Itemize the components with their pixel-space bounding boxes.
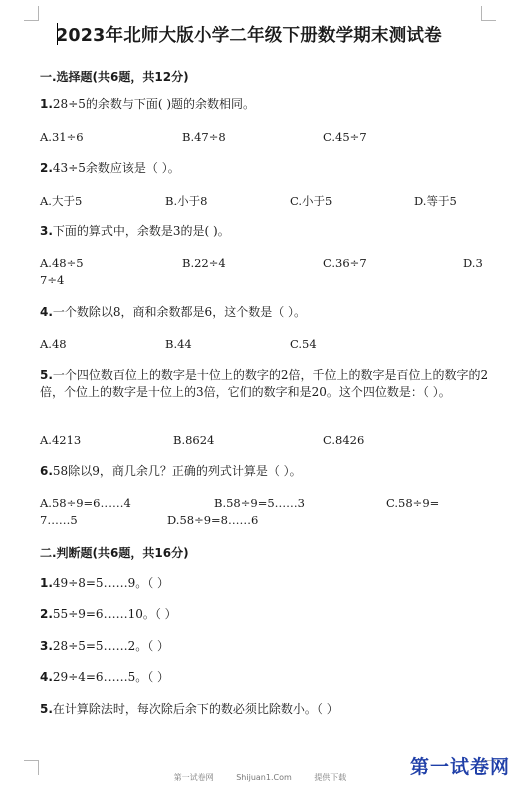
judgement-3 (40, 638, 490, 655)
question-number: 5. (40, 702, 53, 716)
judgement-2 (40, 606, 490, 623)
judgement-1 (40, 575, 490, 592)
question-text: 43÷5余数应该是（ ）。 (52, 161, 180, 175)
q1-option-c: C.45÷7 (323, 130, 367, 144)
q3-option-a: A.48÷5 (40, 256, 84, 270)
question-number: 3. (40, 639, 53, 653)
brand-watermark: 第一试卷网 (409, 756, 510, 778)
question-3 (40, 223, 490, 240)
question-number: 5. (40, 368, 53, 382)
q5-option-b: B.8624 (173, 433, 215, 447)
q4-option-a: A.48 (40, 337, 67, 351)
question-text: 下面的算式中，余数是3的是( )。 (52, 224, 230, 238)
q2-option-d: D.等于5 (414, 194, 457, 208)
q1-option-b: B.47÷8 (182, 130, 226, 144)
footer-download: 提供下载 (314, 773, 347, 782)
question-number: 2. (40, 161, 53, 175)
question-text: 58除以9，商几余几？正确的列式计算是（ ）。 (52, 464, 302, 478)
q6-option-b: B.58÷9=5……3 (214, 496, 305, 510)
q5-option-c: C.8426 (323, 433, 365, 447)
question-text: 一个四位数百位上的数字是十位上的数字的2倍，千位上的数字是百位上的数字的2倍，个位上的数字是十位上的3倍，它们的数字和是20。这个四位数是：（ ）。 (40, 368, 489, 399)
corner-mark-top-left (24, 6, 39, 21)
question-number: 4. (40, 670, 53, 684)
question-2 (40, 160, 490, 177)
q1-option-a: A.31÷6 (40, 130, 84, 144)
question-text: 28÷5的余数与下面( )题的余数相同。 (52, 97, 256, 111)
q6-option-c-continued: 7……5 (40, 513, 78, 527)
q3-option-d: D.3 (463, 256, 483, 270)
q6-option-d: D.58÷9=8……6 (167, 513, 259, 527)
question-number: 4. (40, 305, 53, 319)
question-number: 3. (40, 224, 53, 238)
q2-option-a: A.大于5 (40, 194, 83, 208)
q2-option-b: B.小于8 (165, 194, 208, 208)
question-1 (40, 96, 490, 113)
question-number: 1. (40, 576, 53, 590)
q5-option-a: A.4213 (40, 433, 82, 447)
question-6 (40, 463, 490, 480)
question-text: 29÷4=6……5。（ ） (52, 670, 170, 684)
question-text: 28÷5=5……2。（ ） (52, 639, 170, 653)
q3-option-c: C.36÷7 (323, 256, 367, 270)
q3-option-d-continued: 7÷4 (40, 273, 65, 287)
q6-option-a: A.58÷9=6……4 (40, 496, 131, 510)
footer-site-name: 第一试卷网 (173, 773, 214, 782)
section-heading-choice: 一.选择题(共6题，共12分) (40, 70, 189, 84)
question-number: 6. (40, 464, 53, 478)
q2-option-c: C.小于5 (290, 194, 333, 208)
question-number: 2. (40, 607, 53, 621)
q6-option-c: C.58÷9= (386, 496, 440, 510)
question-text: 在计算除法时，每次除后余下的数必须比除数小。（ ） (52, 702, 339, 716)
question-5 (40, 367, 492, 401)
question-text: 55÷9=6……10。（ ） (52, 607, 177, 621)
corner-mark-top-right (481, 6, 496, 21)
question-number: 1. (40, 97, 53, 111)
footer-site-url: Shijuan1.Com (236, 773, 292, 782)
q4-option-c: C.54 (290, 337, 317, 351)
section-heading-judgement: 二.判断题(共6题，共16分) (40, 546, 189, 560)
question-4 (40, 304, 490, 321)
q4-option-b: B.44 (165, 337, 192, 351)
judgement-4 (40, 669, 490, 686)
judgement-5 (40, 701, 490, 718)
page-title: 2023年北师大版小学二年级下册数学期末测试卷 (56, 26, 442, 46)
question-text: 一个数除以8，商和余数都是6，这个数是（ ）。 (52, 305, 307, 319)
q3-option-b: B.22÷4 (182, 256, 226, 270)
question-text: 49÷8=5……9。（ ） (52, 576, 170, 590)
